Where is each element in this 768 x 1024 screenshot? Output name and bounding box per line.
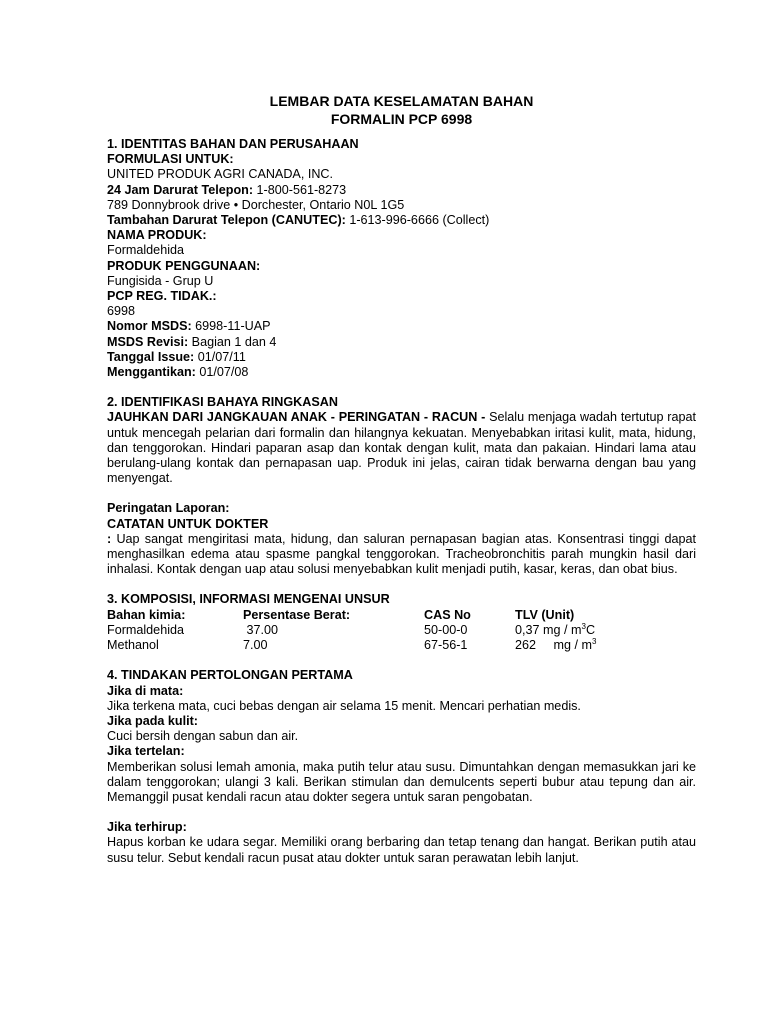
skin-label: Jika pada kulit: xyxy=(107,713,198,728)
pcp-reg-value: 6998 xyxy=(107,304,136,319)
doctor-note-paragraph xyxy=(107,532,696,578)
extra-phone-label: Tambahan Darurat Telepon (CANUTEC): xyxy=(107,213,346,228)
section-2 xyxy=(107,395,696,577)
emergency-phone-label: 24 Jam Darurat Telepon: xyxy=(107,182,254,197)
swallow-text: Memberikan solusi lemah amonia, maka putih telur atau susu. Dimuntahkan dengan memasukkan jari ke dalam tenggorokan; ulangi 3 kali. Berikan stimulan dan demulcents seperti bubur atau tepung dan air. Memanggil pusat kendali racun atau dokter segera untuk saran pengobatan. xyxy=(107,759,696,804)
chemical-tlv xyxy=(515,638,596,653)
inhale-text: Hapus korban ke udara segar. Memiliki orang berbaring dan tetap tenang dan hangat. Berikan putih atau susu telur. Sebut kendali racun pusat atau dokter untuk saran perawatan lebih lanjut. xyxy=(107,835,696,865)
spacer xyxy=(107,805,696,820)
pcp-reg-label: PCP REG. TIDAK.: xyxy=(107,289,217,304)
spacer xyxy=(107,653,696,668)
chemical-percent: 7.00 xyxy=(243,638,268,653)
composition-table-header xyxy=(107,608,696,623)
spacer xyxy=(107,577,696,592)
issue-date xyxy=(107,350,696,365)
replaces-date-value: 01/07/08 xyxy=(195,365,249,380)
chemical-cas: 50-00-0 xyxy=(424,622,468,637)
tlv-value: 262 mg / m xyxy=(515,638,592,653)
msds-revision xyxy=(107,335,696,350)
col-header-cas: CAS No xyxy=(424,607,471,622)
table-row xyxy=(107,638,696,653)
section-3-heading: 3. KOMPOSISI, INFORMASI MENGENAI UNSUR xyxy=(107,592,390,607)
doctor-note-text: Uap sangat mengiritasi mata, hidung, dan saluran pernapasan bagian atas. Konsentrasi tinggi dapat menghasilkan edema atau spasme pangkal tenggorokan. Tracheobronchitis parah mungkin hasil dari inhalasi. Kontak dengan uap atau solusi menyebabkan kulit menjadi putih, kasar, keras, dan obat bius. xyxy=(107,531,696,577)
section-1-heading: 1. IDENTITAS BAHAN DAN PERUSAHAAN xyxy=(107,137,359,151)
section-4 xyxy=(107,668,696,865)
product-usage-value: Fungisida - Grup U xyxy=(107,273,214,288)
title-line-2: FORMALIN PCP 6998 xyxy=(330,111,473,127)
chemical-cas: 67-56-1 xyxy=(424,638,468,653)
hazard-warning-paragraph xyxy=(107,410,696,486)
spacer xyxy=(107,486,696,501)
title-line-1: LEMBAR DATA KESELAMATAN BAHAN xyxy=(269,93,534,109)
chemical-name: Formaldehida xyxy=(107,622,185,637)
msds-revision-value: Bagian 1 dan 4 xyxy=(188,334,277,349)
report-warning-label: Peringatan Laporan: xyxy=(107,501,230,516)
extra-phone-value: 1-613-996-6666 (Collect) xyxy=(345,213,490,228)
issue-date-label: Tanggal Issue: xyxy=(107,349,195,364)
eye-label: Jika di mata: xyxy=(107,683,184,698)
tlv-superscript: 3 xyxy=(581,621,586,631)
issue-date-value: 01/07/11 xyxy=(194,349,246,364)
tlv-suffix: C xyxy=(585,622,596,637)
msds-number-label: Nomor MSDS: xyxy=(107,319,192,334)
section-1 xyxy=(107,137,696,380)
document-title xyxy=(107,92,696,128)
col-header-tlv: TLV (Unit) xyxy=(515,607,575,622)
tlv-superscript: 3 xyxy=(592,636,597,646)
chemical-name: Methanol xyxy=(107,638,159,653)
table-row xyxy=(107,623,696,638)
doctor-note-colon: : xyxy=(107,531,112,546)
spacer xyxy=(107,380,696,395)
product-usage-label: PRODUK PENGGUNAAN: xyxy=(107,258,261,273)
section-2-heading: 2. IDENTIFIKASI BAHAYA RINGKASAN xyxy=(107,395,338,410)
company-address: 789 Donnybrook drive • Dorchester, Ontario N0L 1G5 xyxy=(107,197,405,212)
chemical-percent: 37.00 xyxy=(243,622,279,637)
doctor-note-label: CATATAN UNTUK DOKTER xyxy=(107,516,269,531)
skin-text: Cuci bersih dengan sabun dan air. xyxy=(107,729,299,744)
col-header-percent: Persentase Berat: xyxy=(243,607,351,622)
formulasi-label: FORMULASI UNTUK: xyxy=(107,152,234,167)
tlv-value: 0,37 mg / m xyxy=(515,622,582,637)
inhale-label: Jika terhirup: xyxy=(107,820,187,835)
emergency-phone-value: 1-800-561-8273 xyxy=(253,182,347,197)
col-header-chemical: Bahan kimia: xyxy=(107,607,186,622)
hazard-warning-text: Selalu menjaga wadah tertutup rapat untuk mencegah pelarian dari formalin dan hilangnya kekuatan. Menyebabkan iritasi kulit, mata, hidung, dan tenggorokan. Hindari paparan asap dan kontak dengan kulit, mata dan pakaian. Hindari lama atau berulang-ulang kontak dan pernapasan uap. Produk ini jelas, cairan tidak berwarna dengan bau yang menyengat. xyxy=(107,410,697,486)
eye-text: Jika terkena mata, cuci bebas dengan air selama 15 menit. Mencari perhatian medis. xyxy=(107,698,581,713)
product-name-value: Formaldehida xyxy=(107,243,185,258)
msds-revision-label: MSDS Revisi: xyxy=(107,334,189,349)
emergency-phone xyxy=(107,183,696,198)
msds-number-value: 6998-11-UAP xyxy=(191,319,271,334)
extra-phone xyxy=(107,213,696,228)
replaces-date xyxy=(107,365,696,380)
msds-number xyxy=(107,319,696,334)
section-3 xyxy=(107,592,696,653)
chemical-tlv xyxy=(515,623,595,638)
product-name-label: NAMA PRODUK: xyxy=(107,228,207,243)
section-4-heading: 4. TINDAKAN PERTOLONGAN PERTAMA xyxy=(107,668,353,683)
company-name: UNITED PRODUK AGRI CANADA, INC. xyxy=(107,167,334,182)
document-page xyxy=(107,92,696,866)
swallow-label: Jika tertelan: xyxy=(107,744,185,759)
replaces-date-label: Menggantikan: xyxy=(107,365,196,380)
hazard-warning-bold: JAUHKAN DARI JANGKAUAN ANAK - PERINGATAN - RACUN - xyxy=(107,410,486,425)
